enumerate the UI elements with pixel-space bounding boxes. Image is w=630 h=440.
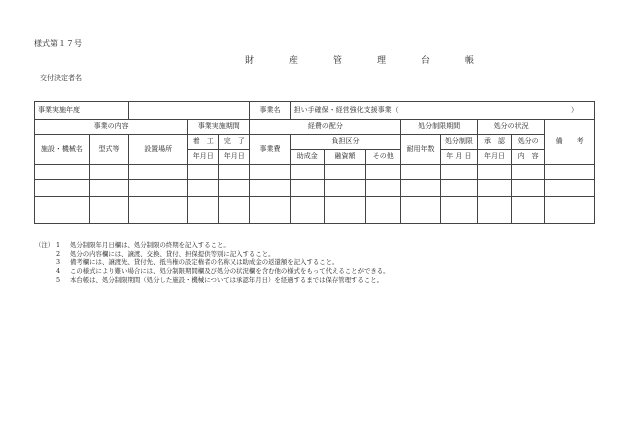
cell[interactable] bbox=[129, 180, 188, 197]
disposal-of-header: 処分の bbox=[512, 135, 545, 150]
cell[interactable] bbox=[545, 180, 595, 197]
cell[interactable] bbox=[290, 165, 324, 180]
note-text: この様式により難い場合には、処分制限期間欄及び処分の状況欄を含む他の様式をもって代えることができる。 bbox=[70, 267, 390, 276]
project-period-header: 事業実施期間 bbox=[188, 120, 250, 135]
project-content-header: 事業の内容 bbox=[35, 120, 188, 135]
cell[interactable] bbox=[477, 165, 511, 180]
note-text: 処分の内容欄には、譲渡、交換、貸付、担保提供等別に記入すること。 bbox=[70, 249, 275, 258]
note-number: 1 bbox=[56, 241, 61, 249]
cell[interactable] bbox=[545, 197, 595, 224]
project-name-value[interactable] bbox=[290, 102, 594, 120]
note-text: 処分制限年月日欄は、処分制限の終期を記入すること。 bbox=[70, 241, 230, 249]
complete-ymd-header: 年月日 bbox=[219, 150, 250, 165]
cell[interactable] bbox=[366, 165, 401, 180]
complete-header: 完 了 bbox=[219, 135, 250, 150]
remarks-header: 備 考 bbox=[545, 120, 595, 165]
disposal-ymd-header: 年 月 日 bbox=[440, 150, 477, 165]
cell[interactable] bbox=[290, 197, 324, 224]
header-row-groups bbox=[35, 120, 595, 135]
note-number: 3 bbox=[56, 258, 61, 267]
cell[interactable] bbox=[35, 197, 90, 224]
cell[interactable] bbox=[219, 197, 250, 224]
start-ymd-header: 年月日 bbox=[188, 150, 219, 165]
cell[interactable] bbox=[440, 197, 477, 224]
cell[interactable] bbox=[401, 180, 440, 197]
project-name-label: 事業名 bbox=[250, 102, 290, 120]
cell[interactable] bbox=[440, 165, 477, 180]
cost-allocation-header: 経費の配分 bbox=[250, 120, 401, 135]
cell[interactable] bbox=[324, 197, 365, 224]
cell[interactable] bbox=[250, 180, 290, 197]
cell[interactable] bbox=[324, 180, 365, 197]
header-row-project bbox=[35, 102, 595, 120]
cell[interactable] bbox=[324, 165, 365, 180]
note-number: 4 bbox=[56, 267, 61, 276]
other-header: その他 bbox=[366, 150, 401, 165]
subsidy-header: 助成金 bbox=[290, 150, 324, 165]
disposal-limit-period-header: 処分制限期間 bbox=[401, 120, 478, 135]
project-name-close: ） bbox=[571, 105, 578, 114]
useful-life-header: 耐用年数 bbox=[401, 135, 440, 165]
cell[interactable] bbox=[290, 180, 324, 197]
cell[interactable] bbox=[401, 165, 440, 180]
fund-amount-header: 融資額 bbox=[324, 150, 365, 165]
cell[interactable] bbox=[477, 180, 511, 197]
cell[interactable] bbox=[545, 165, 595, 180]
note-number: 5 bbox=[56, 275, 61, 284]
install-location-header: 設置場所 bbox=[129, 135, 188, 165]
facility-name-header: 施設・機械名 bbox=[35, 135, 90, 165]
project-name-text: 担い手確保・経営強化支援事業（ bbox=[293, 105, 399, 114]
page-title: 財 産 管 理 台 帳 bbox=[245, 56, 488, 66]
property-ledger-table bbox=[34, 101, 595, 224]
burden-category-header: 負担区分 bbox=[290, 135, 401, 150]
note-text: 備考欄には、譲渡先、貸付先、抵当権の設定権者の名称又は助成金の返還額を記入すること。 bbox=[70, 258, 339, 267]
cell[interactable] bbox=[401, 197, 440, 224]
cell[interactable] bbox=[35, 180, 90, 197]
start-header: 着 工 bbox=[188, 135, 219, 150]
cell[interactable] bbox=[512, 165, 545, 180]
form-number: 様式第１７号 bbox=[34, 39, 82, 48]
cell[interactable] bbox=[188, 165, 219, 180]
cell[interactable] bbox=[512, 180, 545, 197]
approval-header: 承 認 bbox=[477, 135, 511, 150]
notes bbox=[35, 241, 390, 285]
cell[interactable] bbox=[89, 165, 128, 180]
table-row bbox=[35, 165, 595, 180]
header-row-sub1 bbox=[35, 135, 595, 150]
fiscal-year-value[interactable] bbox=[129, 102, 250, 120]
cell[interactable] bbox=[250, 165, 290, 180]
cell[interactable] bbox=[89, 197, 128, 224]
cell[interactable] bbox=[366, 197, 401, 224]
fiscal-year-label: 事業実施年度 bbox=[35, 102, 129, 120]
cell[interactable] bbox=[250, 197, 290, 224]
cell[interactable] bbox=[35, 165, 90, 180]
cell[interactable] bbox=[440, 180, 477, 197]
note-item bbox=[35, 267, 390, 276]
cell[interactable] bbox=[129, 165, 188, 180]
disposal-status-header: 処分の状況 bbox=[477, 120, 544, 135]
table-row bbox=[35, 180, 595, 197]
note-item bbox=[35, 258, 390, 267]
content-header: 内 容 bbox=[512, 150, 545, 165]
table-row bbox=[35, 197, 595, 224]
cell[interactable] bbox=[366, 180, 401, 197]
cell[interactable] bbox=[188, 197, 219, 224]
cell[interactable] bbox=[219, 165, 250, 180]
model-header: 型式等 bbox=[89, 135, 128, 165]
approval-ymd-header: 年月日 bbox=[477, 150, 511, 165]
note-item bbox=[35, 276, 390, 285]
project-cost-header: 事業費 bbox=[250, 135, 290, 165]
note-text: 本台帳は、処分制限期間（処分した施設・機械については承認年月日）を経過するまでは保存管理すること。 bbox=[70, 275, 384, 284]
cell[interactable] bbox=[188, 180, 219, 197]
note-item bbox=[35, 241, 390, 250]
cell[interactable] bbox=[219, 180, 250, 197]
cell[interactable] bbox=[512, 197, 545, 224]
disposal-limit-date-header: 処分制限 bbox=[440, 135, 477, 150]
grantor-label: 交付決定者名 bbox=[40, 74, 82, 82]
cell[interactable] bbox=[477, 197, 511, 224]
cell[interactable] bbox=[129, 197, 188, 224]
cell[interactable] bbox=[89, 180, 128, 197]
notes-lead: （注） bbox=[35, 241, 55, 249]
note-number: 2 bbox=[56, 249, 61, 258]
